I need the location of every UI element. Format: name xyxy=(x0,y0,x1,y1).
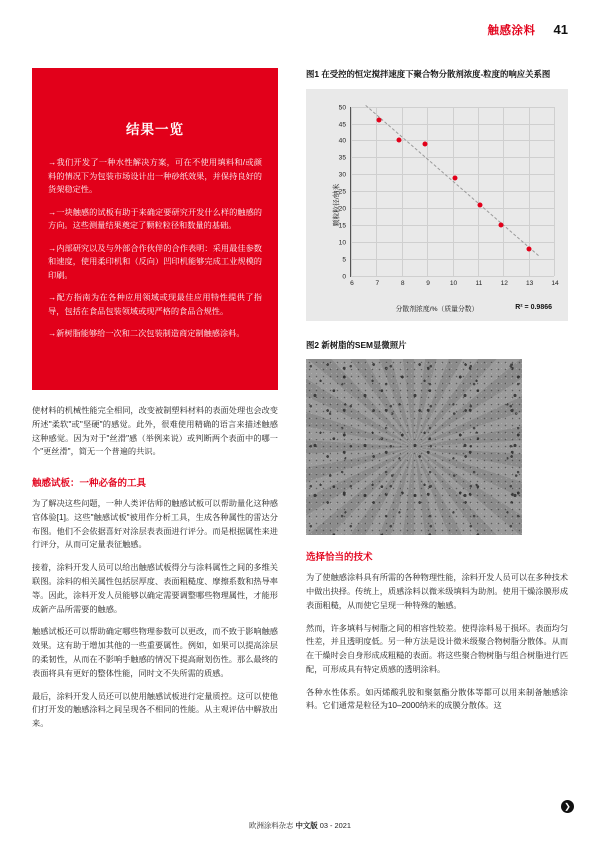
page-header xyxy=(488,22,568,38)
chart-x-tick: 13 xyxy=(525,279,534,287)
chart-y-tick: 40 xyxy=(338,137,346,145)
chart-y-tick: 45 xyxy=(338,121,346,128)
results-summary-title: 结果一览 xyxy=(126,122,184,137)
sem-micrograph-image xyxy=(306,359,522,535)
chart-x-axis-label: 分散剂浓度/%（质量分数） xyxy=(395,305,479,313)
chart-y-tick: 35 xyxy=(338,154,346,162)
chart-gridline xyxy=(426,107,430,287)
paragraph: 然而，许多填料与树脂之间的相容性较差。使得涂料易于损坏。表面均匀性差，并且透明度低。另一种方法是设计微米级聚合物树脂分散体。从而在干燥时会自身形成成粗糙的表面。将这些聚合物树脂与组合树脂进行匹配，可形成具有特定质感的透明涂料。 xyxy=(306,623,569,674)
page-footer xyxy=(0,820,600,831)
chart-data-point xyxy=(526,246,531,251)
chart-x-tick: 12 xyxy=(500,279,508,287)
chart-gridline xyxy=(375,107,380,287)
right-text-block xyxy=(306,549,568,713)
chart-x-tick: 9 xyxy=(426,279,430,287)
chart-y-tick: 20 xyxy=(338,205,346,213)
chart-x-tick: 7 xyxy=(375,279,380,287)
page-number: 41 xyxy=(553,22,568,37)
figure-1-caption: 图1 在受控的恒定搅拌速度下聚合物分散剂浓度-粒度的响应关系图 xyxy=(306,69,551,79)
chart-y-tick: 50 xyxy=(338,104,346,112)
chart-x-tick: 10 xyxy=(449,279,458,287)
sem-noise-overlay xyxy=(306,359,522,535)
paragraph: 触感试板还可以帮助确定哪些物理参数可以更改，而不致于影响触感效果。这有助于增加其他的一些重要属性。例如，如果可以提高涂层的柔韧性，从而在不影响手触感的情况下提高耐划伤性。那么最终的表面将具有更好的整体性能，同时文不失所需的质感。 xyxy=(32,627,278,678)
chart-y-tick: 25 xyxy=(338,188,346,196)
section-heading: 触感试板：一种必备的工具 xyxy=(32,478,147,490)
footer-edition: 中文版 xyxy=(295,821,318,830)
chart-data-point xyxy=(422,141,427,146)
figure-1-chart xyxy=(306,89,568,321)
chart-gridline xyxy=(500,107,508,287)
paragraph: 为了解决这些问题，一种人类评估师的触感试板可以帮助量化这种感官体验[1]。这些"触感试板"被用作分析工具，生成各种属性的雷达分布图。他们不会依据喜好对涂层表表面进行评分。而是根据属性来进行评分，从而可定量表征触感。 xyxy=(32,499,278,550)
chart-x-tick: 11 xyxy=(475,279,483,287)
chart-gridline xyxy=(350,107,354,287)
chart-x-tick: 6 xyxy=(350,279,354,287)
section-heading: 选择恰当的技术 xyxy=(306,552,373,564)
footer-publication: 欧洲涂料杂志 xyxy=(249,821,294,830)
header-title: 触感涂料 xyxy=(487,25,536,37)
paragraph: 使材料的机械性能完全相同，改变被制塑料材料的表面处理也会改变所述"柔软"或"坚硬"的感觉。此外，很难使用精确的语言来描述触感这种感觉。因为对于"丝滑"感（举例来说）或判断两个表面中的哪一个"更丝滑"，简无一个普遍的共识。 xyxy=(32,406,278,457)
list-item: →配方指南为在各种应用领域或现最佳应用特性提供了指导，包括在食品包装领域或现严格的食品合规性。 xyxy=(48,293,262,316)
left-text-column xyxy=(32,404,278,740)
chart-data-point xyxy=(478,202,483,207)
list-item: →新树脂能够给一次和二次包装制造商定制触感涂料。 xyxy=(48,329,245,339)
chart-y-tick: 5 xyxy=(342,256,346,264)
chart-data-point xyxy=(376,118,381,123)
next-page-arrow-icon: ❯ xyxy=(561,800,574,813)
list-item: →一块触感的试板有助于来确定要研究开发什么样的触感的方向。这些测量结果奠定了颗粒粒径和数量的基础。 xyxy=(48,207,262,231)
chart-gridline xyxy=(449,107,458,287)
list-item: →内部研究以及与外部合作伙伴的合作表明：采用最佳参数和速度，使用柔印机和（反向）凹印机能够完成工业规模的印刷。 xyxy=(48,243,262,280)
chart-annotation-r2: R² = 0.9866 xyxy=(515,303,552,311)
chart-gridline xyxy=(475,107,483,287)
paragraph: 接着，涂料开发人员可以给出触感试板得分与涂料属性之间的多维关联图。涂料的相关属性包括层厚度、表面粗糙度、摩擦系数和热导率等。因此，涂料开发人员能够以确定需要调整哪些物理属性，才能形成新产品所需要的触感。 xyxy=(32,563,278,614)
figure-2-caption: 图2 新树脂的SEM显微照片 xyxy=(306,339,407,350)
chart-x-tick: 8 xyxy=(400,279,405,287)
list-item: →我们开发了一种水性解决方案，可在不使用填料和/或颜料的情况下为包装市场设计出一种砂纸效果，并保持良好的货架稳定性。 xyxy=(48,158,262,195)
paragraph: 为了使触感涂料具有所需的各种物理性能，涂料开发人员可以在多种技术中做出抉择。传统上，质感涂料以微米级填料为助剂。使用干燥涂膜形成表面粗糙，从而使它呈现一种特殊的触感。 xyxy=(306,573,569,610)
paragraph: 各种水性体系。如丙烯酸乳胶和聚氨酯分散体等都可以用来制备触感涂料。它们通常是粒径为10–2000纳米的成膜分散体。这 xyxy=(306,687,568,711)
chart-x-tick: 14 xyxy=(551,279,559,287)
chart-gridline xyxy=(342,273,554,281)
chart-plot-area xyxy=(338,104,559,287)
chart-gridline xyxy=(551,107,559,287)
chart-y-tick: 10 xyxy=(338,239,346,247)
chart-data-point xyxy=(453,175,458,180)
chart-y-axis-label: 颗粒粒径/纳米 xyxy=(333,183,341,226)
results-summary-panel xyxy=(32,68,278,390)
chart-y-tick: 15 xyxy=(338,222,346,230)
chart-data-point xyxy=(397,138,402,143)
chart-data-point xyxy=(498,222,503,227)
paragraph: 最后，涂料开发人员还可以使用触感试板进行定量质控。这可以使他们打开发的触感涂料之间呈现各不相同的性能。从主观评估中解放出来。 xyxy=(32,691,278,729)
chart-y-tick: 0 xyxy=(342,273,346,281)
chart-y-tick: 30 xyxy=(338,171,346,179)
right-column xyxy=(306,68,568,722)
footer-issue: 03 - 2021 xyxy=(319,821,351,830)
chart-gridline xyxy=(400,107,405,287)
